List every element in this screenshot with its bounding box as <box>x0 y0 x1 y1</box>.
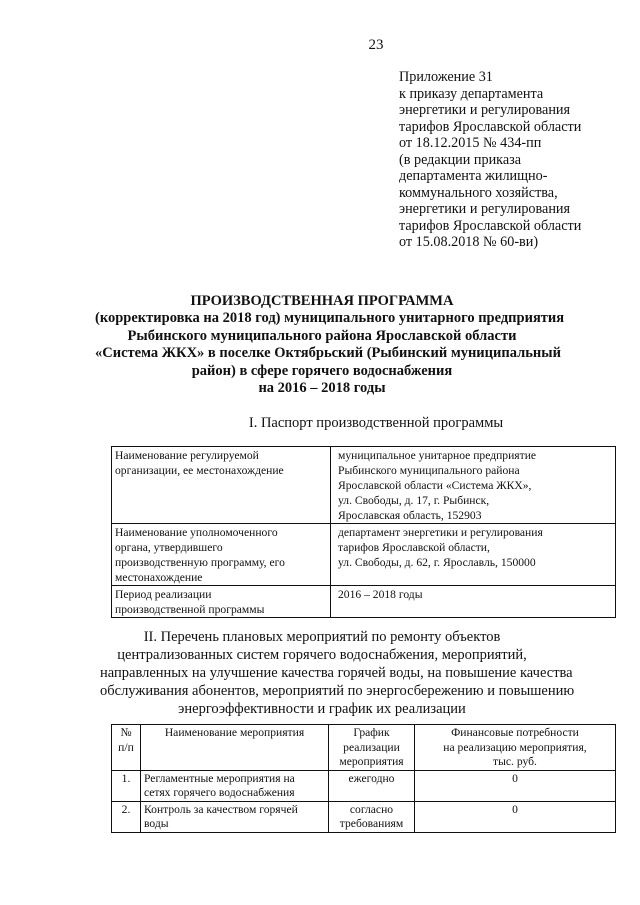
cell-line: ул. Свободы, д. 17, г. Рыбинск, <box>338 494 490 507</box>
table-row <box>112 801 616 832</box>
row-schedule <box>329 770 415 801</box>
table-header-row <box>112 725 616 771</box>
measures-table <box>111 724 616 833</box>
page-number: 23 <box>368 37 384 53</box>
passport-table <box>111 446 616 618</box>
cell-line: ул. Свободы, д. 62, г. Ярославль, 150000 <box>338 556 536 569</box>
appendix-line: от 15.08.2018 № 60-ви) <box>399 234 539 250</box>
cell-line: Наименование уполномоченного <box>115 526 278 539</box>
cell-line: Ярославская область, 152903 <box>338 509 482 522</box>
heading-line: обслуживания абонентов, мероприятий по энергосбережению и повышению <box>100 683 575 699</box>
cell-line: Наименование регулируемой <box>115 449 259 462</box>
cell-line: График <box>353 726 390 739</box>
cell-line: № <box>120 726 132 739</box>
cell-line: Рыбинского муниципального района <box>338 464 520 477</box>
cell-line: воды <box>144 817 169 830</box>
cell-line: согласно <box>349 802 394 816</box>
cell-line: Регламентные мероприятия на <box>144 771 295 785</box>
document-title <box>95 293 565 397</box>
table-row <box>112 524 616 586</box>
cell-line: департамент энергетики и регулирования <box>338 526 543 539</box>
heading-line: энергоэффективности и график их реализации <box>178 701 466 717</box>
appendix-line: коммунального хозяйства, <box>399 184 558 201</box>
appendix-line: энергетики и регулирования <box>399 102 571 118</box>
cell-line: местонахождение <box>115 571 203 584</box>
cell-line: производственной программы <box>115 603 265 616</box>
cell-line: Период реализации <box>115 588 212 601</box>
title-line: на 2016 – 2018 годы <box>258 380 386 397</box>
appendix-line: энергетики и регулирования <box>399 201 571 217</box>
title-line: Рыбинского муниципального района Ярославской области <box>127 327 517 344</box>
appendix-line: к приказу департамента <box>399 85 544 102</box>
row-num: 1. <box>112 770 141 801</box>
passport-label-cell <box>112 586 331 618</box>
cell-line: тыс. руб. <box>493 755 537 768</box>
passport-label-cell <box>112 447 331 524</box>
appendix-line: тарифов Ярославской области <box>399 118 582 135</box>
heading-line: II. Перечень плановых мероприятий по ремонту объектов <box>143 629 501 645</box>
cell-line: Наименование мероприятия <box>164 726 305 739</box>
heading-line: направленных на улучшение качества горячей воды, на повышение качества <box>100 665 573 681</box>
cell-line: реализации <box>343 740 400 754</box>
cell-line: требованиям <box>339 817 404 830</box>
cell-line: п/п <box>118 740 134 754</box>
section2-heading <box>100 628 575 718</box>
header-num <box>112 725 141 771</box>
title-line: ПРОИЗВОДСТВЕННАЯ ПРОГРАММА <box>190 293 454 309</box>
table-row <box>112 447 616 524</box>
passport-label-cell <box>112 524 331 586</box>
table-row <box>112 586 616 618</box>
cell-line: сетях горячего водоснабжения <box>144 786 295 799</box>
appendix-line: Приложение 31 <box>399 69 493 85</box>
cell-line: Контроль за качеством горячей <box>144 802 298 816</box>
appendix-line: от 18.12.2015 № 434-пп <box>399 135 542 151</box>
header-finance <box>415 725 616 771</box>
cell-line: на реализацию мероприятия, <box>443 740 587 754</box>
row-name <box>141 801 329 832</box>
passport-value-cell <box>331 586 616 618</box>
heading-line: централизованных систем горячего водоснабжения, мероприятий, <box>117 647 527 663</box>
section1-heading: I. Паспорт производственной программы <box>248 415 504 431</box>
title-line: «Система ЖКХ» в поселке Октябрьский (Рыбинский муниципальный <box>95 345 561 362</box>
row-finance: 0 <box>415 770 616 801</box>
cell-line: тарифов Ярославской области, <box>338 541 490 554</box>
passport-value-cell <box>331 447 616 524</box>
title-line: район) в сфере горячего водоснабжения <box>191 362 453 379</box>
cell-line: Финансовые потребности <box>451 726 579 739</box>
appendix-line: департамента жилищно- <box>399 168 548 184</box>
cell-line: производственную программу, его <box>115 556 285 569</box>
row-finance: 0 <box>415 801 616 832</box>
header-name <box>141 725 329 771</box>
cell-line: ежегодно <box>348 771 395 785</box>
row-name <box>141 770 329 801</box>
cell-line: органа, утвердившего <box>115 541 223 554</box>
row-num: 2. <box>112 801 141 832</box>
passport-value-cell <box>331 524 616 586</box>
cell-line: организации, ее местонахождение <box>115 464 284 477</box>
table-row <box>112 770 616 801</box>
header-schedule <box>329 725 415 771</box>
title-line: (корректировка на 2018 год) муниципального унитарного предприятия <box>95 310 565 327</box>
appendix-line: тарифов Ярославской области <box>399 217 582 234</box>
cell-line: муниципальное унитарное предприятие <box>338 449 537 462</box>
cell-line: мероприятия <box>339 755 404 768</box>
appendix-line: (в редакции приказа <box>399 151 522 168</box>
row-schedule <box>329 801 415 832</box>
appendix-note <box>399 69 629 251</box>
cell-line: Ярославской области «Система ЖКХ», <box>338 479 532 492</box>
cell-line: 2016 – 2018 годы <box>338 588 423 601</box>
